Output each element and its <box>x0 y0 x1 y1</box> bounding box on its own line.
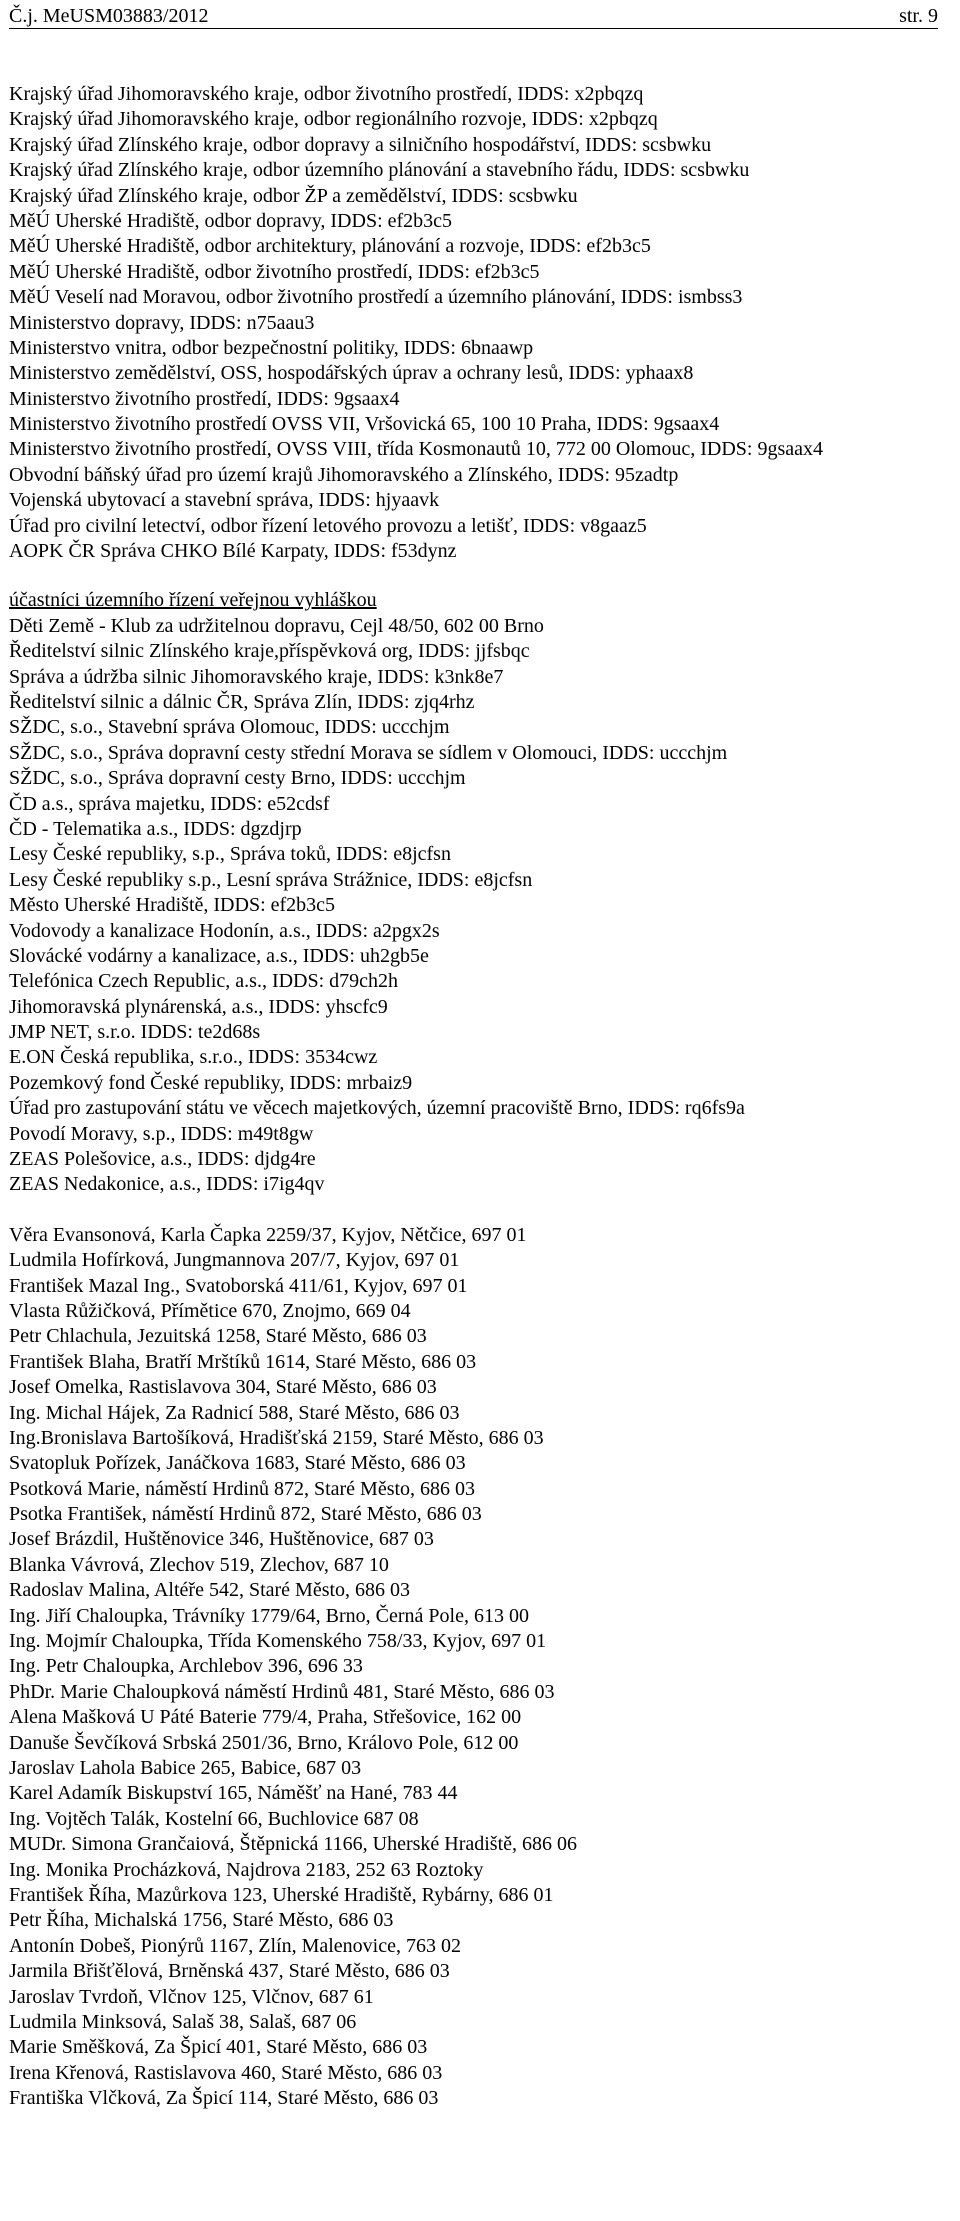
person-entry: František Říha, Mazůrkova 123, Uherské Hradiště, Rybárny, 686 01 <box>9 1883 554 1906</box>
person-entry: Karel Adamík Biskupství 165, Náměšť na Hané, 783 44 <box>9 1782 458 1805</box>
authority-entry: MěÚ Uherské Hradiště, odbor životního prostředí, IDDS: ef2b3c5 <box>9 260 540 283</box>
person-entry: Vlasta Růžičková, Přímětice 670, Znojmo, 669 04 <box>9 1299 411 1322</box>
person-entry: Ing. Jiří Chaloupka, Trávníky 1779/64, Brno, Černá Pole, 613 00 <box>9 1604 529 1627</box>
authority-entry: MěÚ Uherské Hradiště, odbor architektury, plánování a rozvoje, IDDS: ef2b3c5 <box>9 235 651 258</box>
participant-entry: SŽDC, s.o., Správa dopravní cesty střední Morava se sídlem v Olomouci, IDDS: uccchjm <box>9 741 728 764</box>
person-entry: MUDr. Simona Grančaiová, Štěpnická 1166, Uherské Hradiště, 686 06 <box>9 1833 578 1856</box>
authority-entry: MěÚ Veselí nad Moravou, odbor životního prostředí a územního plánování, IDDS: ismbss3 <box>9 286 743 309</box>
person-entry: Petr Říha, Michalská 1756, Staré Město, 686 03 <box>9 1909 394 1932</box>
person-entry: Blanka Vávrová, Zlechov 519, Zlechov, 687 10 <box>9 1553 389 1576</box>
authority-entry: Krajský úřad Jihomoravského kraje, odbor regionálního rozvoje, IDDS: x2pbqzq <box>9 108 658 131</box>
person-entry: Psotková Marie, náměstí Hrdinů 872, Staré Město, 686 03 <box>9 1477 476 1500</box>
person-entry: Františka Vlčková, Za Špicí 114, Staré Město, 686 03 <box>9 2087 439 2110</box>
authority-entry: AOPK ČR Správa CHKO Bílé Karpaty, IDDS: f53dynz <box>9 540 457 563</box>
person-entry: Petr Chlachula, Jezuitská 1258, Staré Město, 686 03 <box>9 1325 427 1348</box>
person-entry: Ing. Michal Hájek, Za Radnicí 588, Staré Město, 686 03 <box>9 1401 460 1424</box>
person-entry: Psotka František, náměstí Hrdinů 872, Staré Město, 686 03 <box>9 1503 482 1526</box>
participant-entry: Slovácké vodárny a kanalizace, a.s., IDDS: uh2gb5e <box>9 944 429 967</box>
authority-entry: Krajský úřad Zlínského kraje, odbor územního plánování a stavebního řádu, IDDS: scsbwku <box>9 159 750 182</box>
participant-entry: Město Uherské Hradiště, IDDS: ef2b3c5 <box>9 894 336 917</box>
authority-entry: Krajský úřad Zlínského kraje, odbor ŽP a zemědělství, IDDS: scsbwku <box>9 184 578 207</box>
persons-list <box>9 1223 938 2112</box>
person-entry: Ludmila Minksová, Salaš 38, Salaš, 687 06 <box>9 2010 357 2033</box>
authority-entry: Ministerstvo vnitra, odbor bezpečnostní politiky, IDDS: 6bnaawp <box>9 336 534 359</box>
authority-entry: Vojenská ubytovací a stavební správa, IDDS: hjyaavk <box>9 489 440 512</box>
person-entry: Jarmila Břišťělová, Brněnská 437, Staré Město, 686 03 <box>9 1960 450 1983</box>
participant-entry: Lesy České republiky s.p., Lesní správa Strážnice, IDDS: e8jcfsn <box>9 868 533 891</box>
authority-entry: Krajský úřad Zlínského kraje, odbor dopravy a silničního hospodářství, IDDS: scsbwku <box>9 133 712 156</box>
person-entry: Ing. Monika Procházková, Najdrova 2183, 252 63 Roztoky <box>9 1858 484 1881</box>
participant-entry: Vodovody a kanalizace Hodonín, a.s., IDDS: a2pgx2s <box>9 919 440 942</box>
participant-entry: Správa a údržba silnic Jihomoravského kraje, IDDS: k3nk8e7 <box>9 665 504 688</box>
participant-entry: Lesy České republiky, s.p., Správa toků, IDDS: e8jcfsn <box>9 843 451 866</box>
participant-entry: Děti Země - Klub za udržitelnou dopravu, Cejl 48/50, 602 00 Brno <box>9 614 544 637</box>
person-entry: Irena Křenová, Rastislavova 460, Staré Město, 686 03 <box>9 2061 443 2084</box>
participant-entry: SŽDC, s.o., Správa dopravní cesty Brno, IDDS: uccchjm <box>9 767 466 790</box>
person-entry: Ing. Petr Chaloupka, Archlebov 396, 696 33 <box>9 1655 363 1678</box>
reference-number: Č.j. MeUSM03883/2012 <box>9 5 209 27</box>
person-entry: Marie Směšková, Za Špicí 401, Staré Město, 686 03 <box>9 2036 428 2059</box>
participant-entry: Ředitelství silnic a dálnic ČR, Správa Zlín, IDDS: zjq4rhz <box>9 690 475 713</box>
participant-entry: ČD a.s., správa majetku, IDDS: e52cdsf <box>9 792 330 815</box>
participant-entry: Úřad pro zastupování státu ve věcech majetkových, územní pracoviště Brno, IDDS: rq6fs9a <box>9 1097 745 1120</box>
person-entry: Ing. Mojmír Chaloupka, Třída Komenského 758/33, Kyjov, 697 01 <box>9 1630 547 1653</box>
person-entry: Jaroslav Lahola Babice 265, Babice, 687 03 <box>9 1757 362 1779</box>
person-entry: František Mazal Ing., Svatoborská 411/61, Kyjov, 697 01 <box>9 1274 468 1297</box>
participant-entry: Jihomoravská plynárenská, a.s., IDDS: yhscfc9 <box>9 995 388 1018</box>
authority-entry: Ministerstvo životního prostředí OVSS VII, Vršovická 65, 100 10 Praha, IDDS: 9gsaax4 <box>9 413 720 436</box>
person-entry: Věra Evansonová, Karla Čapka 2259/37, Kyjov, Nětčice, 697 01 <box>9 1223 527 1246</box>
page-header <box>9 4 938 29</box>
section-heading: účastníci územního řízení veřejnou vyhláškou <box>9 589 377 612</box>
public-participants-list <box>9 614 938 1198</box>
person-entry: Jaroslav Tvrdoň, Vlčnov 125, Vlčnov, 687 61 <box>9 1985 374 2008</box>
person-entry: Alena Mašková U Páté Baterie 779/4, Praha, Střešovice, 162 00 <box>9 1706 522 1729</box>
participant-entry: Ředitelství silnic Zlínského kraje,příspěvková org, IDDS: jjfsbqc <box>9 640 530 663</box>
authority-entry: Ministerstvo zemědělství, OSS, hospodářských úprav a ochrany lesů, IDDS: yphaax8 <box>9 362 694 385</box>
person-entry: PhDr. Marie Chaloupková náměstí Hrdinů 481, Staré Město, 686 03 <box>9 1680 555 1703</box>
person-entry: Josef Omelka, Rastislavova 304, Staré Město, 686 03 <box>9 1376 437 1399</box>
person-entry: Svatopluk Pořízek, Janáčkova 1683, Staré Město, 686 03 <box>9 1452 466 1475</box>
authorities-list <box>9 82 938 564</box>
authority-entry: Obvodní báňský úřad pro území krajů Jihomoravského a Zlínského, IDDS: 95zadtp <box>9 463 679 486</box>
person-entry: Ing.Bronislava Bartošíková, Hradišťská 2159, Staré Město, 686 03 <box>9 1426 544 1449</box>
person-entry: Radoslav Malina, Altéře 542, Staré Město, 686 03 <box>9 1579 411 1602</box>
authority-entry: Ministerstvo životního prostředí, IDDS: 9gsaax4 <box>9 387 400 410</box>
participant-entry: E.ON Česká republika, s.r.o., IDDS: 3534cwz <box>9 1046 378 1069</box>
person-entry: Danuše Ševčíková Srbská 2501/36, Brno, Královo Pole, 612 00 <box>9 1731 519 1754</box>
authority-entry: Ministerstvo dopravy, IDDS: n75aau3 <box>9 311 315 334</box>
participant-entry: Povodí Moravy, s.p., IDDS: m49t8gw <box>9 1122 314 1145</box>
authority-entry: Ministerstvo životního prostředí, OVSS VIII, třída Kosmonautů 10, 772 00 Olomouc, IDDS: 9gsaax4 <box>9 438 824 461</box>
participant-entry: Telefónica Czech Republic, a.s., IDDS: d79ch2h <box>9 970 399 993</box>
person-entry: Antonín Dobeš, Pionýrů 1167, Zlín, Malenovice, 763 02 <box>9 1934 461 1957</box>
person-entry: Ing. Vojtěch Talák, Kostelní 66, Buchlovice 687 08 <box>9 1807 419 1830</box>
person-entry: František Blaha, Bratří Mrštíků 1614, Staré Město, 686 03 <box>9 1350 477 1373</box>
participant-entry: JMP NET, s.r.o. IDDS: te2d68s <box>9 1021 261 1044</box>
authority-entry: MěÚ Uherské Hradiště, odbor dopravy, IDDS: ef2b3c5 <box>9 209 453 232</box>
person-entry: Josef Brázdil, Huštěnovice 346, Huštěnovice, 687 03 <box>9 1528 434 1551</box>
participant-entry: Pozemkový fond České republiky, IDDS: mrbaiz9 <box>9 1071 413 1094</box>
participant-entry: SŽDC, s.o., Stavební správa Olomouc, IDDS: uccchjm <box>9 716 450 739</box>
participant-entry: ZEAS Polešovice, a.s., IDDS: djdg4re <box>9 1148 316 1171</box>
person-entry: Ludmila Hofírková, Jungmannova 207/7, Kyjov, 697 01 <box>9 1249 460 1272</box>
participant-entry: ČD - Telematika a.s., IDDS: dgzdjrp <box>9 817 302 840</box>
participant-entry: ZEAS Nedakonice, a.s., IDDS: i7ig4qv <box>9 1173 325 1196</box>
authority-entry: Krajský úřad Jihomoravského kraje, odbor životního prostředí, IDDS: x2pbqzq <box>9 83 644 105</box>
public-participants-section <box>9 588 938 1197</box>
authority-entry: Úřad pro civilní letectví, odbor řízení letového provozu a letišť, IDDS: v8gaaz5 <box>9 514 647 537</box>
page-number: str. 9 <box>899 5 938 27</box>
